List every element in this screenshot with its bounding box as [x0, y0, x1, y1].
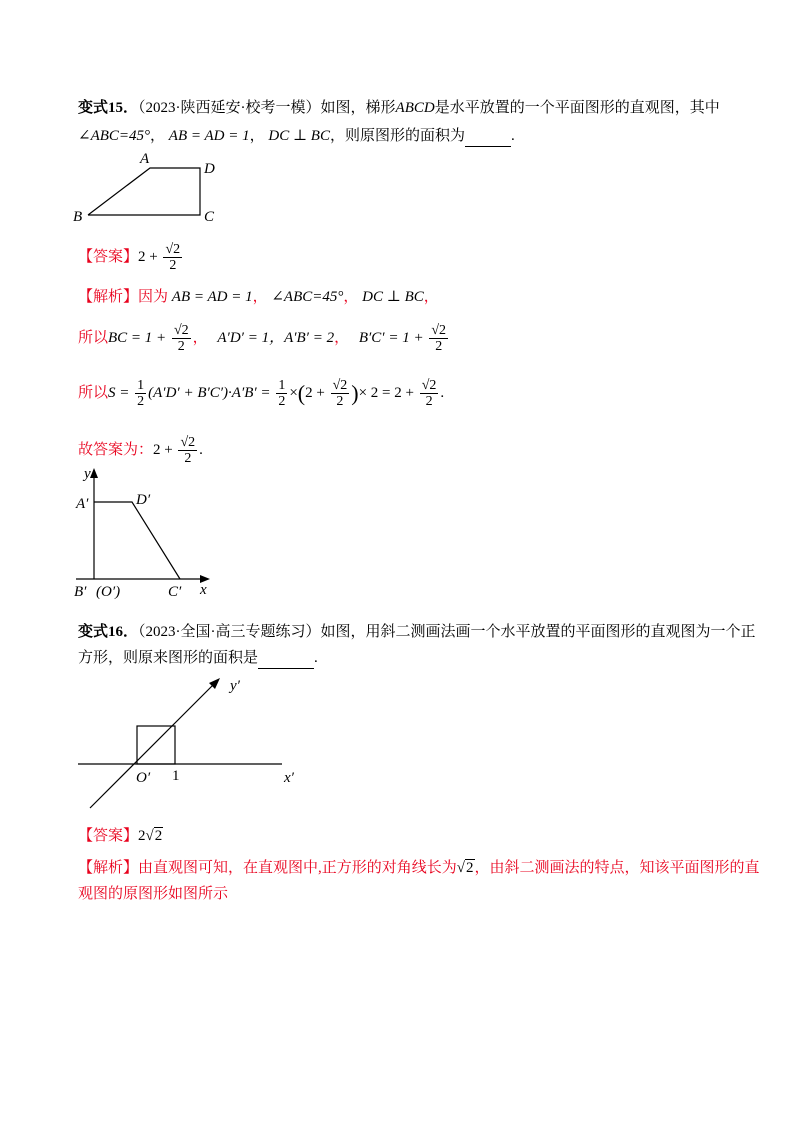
q16-label: 变式16． — [78, 624, 139, 640]
q16-stem-line2 — [78, 648, 318, 669]
q15-original-figure — [70, 464, 230, 604]
q15-answer-tag: 【答案】 — [78, 248, 139, 265]
sqrt-arg: 2 — [173, 242, 181, 257]
num: 1 — [137, 378, 145, 393]
q16-answer-blank[interactable] — [258, 648, 314, 669]
q15-abcd: ABCD — [395, 100, 435, 116]
sep: ， — [423, 289, 439, 305]
den: 2 — [169, 258, 177, 273]
q15-trapezoid-figure — [60, 148, 240, 230]
label-C-prime: C′ — [168, 584, 182, 600]
q16-answer — [78, 826, 163, 846]
q15-stem-line2 — [78, 126, 515, 147]
label-y: y — [84, 466, 91, 482]
sqrt-arg: 2 — [439, 323, 447, 338]
q16-analysis1b: ，由斜二测画法的特点，知该平面图形的直 — [474, 860, 760, 876]
q15-s-eq-d: 2 + — [305, 384, 325, 401]
q15-conclusion — [78, 435, 203, 466]
q15-conclusion-fraction: $\frac{√2}{2}$ — [180, 435, 196, 466]
q16-analysis-line1 — [78, 858, 760, 878]
q15-stem3: ，则原图形的面积为 — [329, 128, 465, 144]
q15-s-eq: S = — [108, 384, 130, 401]
q15-ab-ad: AB = AD = 1 — [168, 128, 250, 144]
sep: ， — [252, 289, 268, 305]
label-A-prime: A′ — [76, 496, 89, 512]
trapezoid-shape — [88, 168, 200, 215]
q15-analysis-because: 因为 — [138, 289, 169, 305]
q15-source: （2023·陕西延安·校考一模） — [138, 100, 321, 116]
q16-analysis-line2 — [78, 884, 228, 904]
q15-answer-prefix: 2 + — [138, 248, 158, 265]
q15-label: 变式15． — [78, 100, 139, 116]
q15-so: 所以 — [78, 384, 109, 401]
sep: ， — [334, 329, 350, 346]
q15-angle-cond: ∠ABC=45° — [78, 128, 151, 144]
q15-conclusion-text: 故答案为： — [78, 441, 154, 458]
q15-analysis-ab-ad: AB = AD = 1 — [171, 289, 253, 305]
q16-analysis-sqrt: √2 — [456, 860, 474, 876]
q15-analysis-perp: DC ⊥ BC — [362, 289, 424, 305]
q16-source: （2023·全国·高三专题练习） — [138, 624, 321, 640]
square-shape — [137, 726, 175, 764]
label-y-prime: y′ — [230, 678, 240, 694]
den: 2 — [278, 394, 286, 409]
label-x-prime: x′ — [284, 770, 294, 786]
q15-analysis-line1 — [78, 287, 439, 307]
q15-stem-line1 — [78, 98, 720, 118]
den: 2 — [435, 339, 443, 354]
period: . — [199, 441, 203, 458]
q15-s-eq-b: (A′D′ + B′C′)·A′B′ = — [148, 384, 271, 401]
label-O-prime: O′ — [136, 770, 151, 786]
q15-half — [135, 378, 146, 409]
sep: ， — [343, 289, 359, 305]
paren-open: ( — [297, 380, 306, 406]
label-A: A — [140, 151, 150, 167]
label-C: C — [204, 209, 215, 225]
den: 2 — [177, 339, 185, 354]
q15-answer — [78, 242, 184, 273]
q16-end: . — [314, 650, 318, 666]
q15-analysis-angle: ∠ABC=45° — [271, 289, 344, 305]
sqrt-arg: 2 — [340, 378, 348, 393]
sqrt-arg: 2 — [154, 828, 163, 844]
sqrt-arg: 2 — [466, 860, 474, 876]
q15-analysis-tag: 【解析】 — [78, 289, 139, 305]
label-x: x — [200, 582, 207, 598]
q15-bcp-fraction: $\frac{√2}{2}$ — [431, 323, 447, 354]
q15-bc-eq: BC = 1 + — [108, 329, 167, 346]
q15-ad-ab-eq: A′D′ = 1，A′B′ = 2 — [217, 329, 335, 346]
label-O-prime: (O′) — [96, 584, 121, 600]
q15-analysis-line2 — [78, 323, 450, 354]
den: 2 — [184, 451, 192, 466]
q15-half-2 — [276, 378, 287, 409]
q15-stem1: 如图，梯形 — [320, 100, 396, 116]
q16-stem2: 方形，则原来图形的面积是 — [78, 650, 259, 666]
original-shape — [94, 502, 180, 579]
q15-answer-fraction: $\frac{√2}{2}$ — [165, 242, 181, 273]
label-one: 1 — [172, 768, 180, 784]
label-B-prime: B′ — [74, 584, 87, 600]
q16-stem-line1 — [78, 622, 756, 642]
q15-times: × — [289, 384, 298, 401]
q16-analysis-tag: 【解析】 — [78, 860, 139, 876]
q15-bcp-eq: B′C′ = 1 + — [358, 329, 424, 346]
label-B: B — [73, 209, 83, 225]
label-D-prime: D′ — [136, 492, 151, 508]
q15-sep2: ， — [249, 128, 265, 144]
paren-close: ) — [351, 380, 359, 406]
q15-analysis-line3 — [78, 378, 444, 409]
y-prime-axis — [90, 684, 214, 808]
num: 1 — [278, 378, 286, 393]
q16-square-figure — [70, 672, 310, 812]
sqrt-arg: 2 — [181, 323, 189, 338]
y-axis-arrow — [90, 468, 98, 478]
q15-sep1: ， — [150, 128, 166, 144]
q16-analysis2: 观图的原图形如图所示 — [78, 886, 229, 902]
q15-end: . — [511, 128, 515, 144]
sep: ， — [192, 329, 208, 346]
q16-answer-tag: 【答案】 — [78, 828, 139, 844]
den: 2 — [336, 394, 344, 409]
period: . — [440, 384, 445, 401]
sqrt-arg: 2 — [188, 435, 196, 450]
q15-dc-bc: DC ⊥ BC — [268, 128, 330, 144]
sqrt-arg: 2 — [429, 378, 437, 393]
q16-answer-sqrt: √2 — [145, 828, 163, 844]
q16-answer-val: 2 — [138, 828, 146, 844]
q15-s-eq-e: × 2 = 2 + — [358, 384, 414, 401]
q16-analysis1a: 由直观图可知，在直观图中,正方形的对角线长为 — [138, 860, 457, 876]
q15-answer-blank[interactable] — [465, 126, 511, 147]
den: 2 — [425, 394, 433, 409]
q15-s-fraction-2: $\frac{√2}{2}$ — [421, 378, 437, 409]
q15-conclusion-val: 2 + — [153, 441, 173, 458]
q15-stem2: 是水平放置的一个平面图形的直观图，其中 — [434, 100, 720, 116]
q15-s-fraction: $\frac{√2}{2}$ — [332, 378, 348, 409]
q16-stem1: 如图，用斜二测画法画一个水平放置的平面图形的直观图为一个正 — [320, 624, 756, 640]
label-D: D — [204, 161, 215, 177]
q15-so: 所以 — [78, 329, 109, 346]
q15-bc-fraction: $\frac{√2}{2}$ — [173, 323, 189, 354]
den: 2 — [137, 394, 145, 409]
